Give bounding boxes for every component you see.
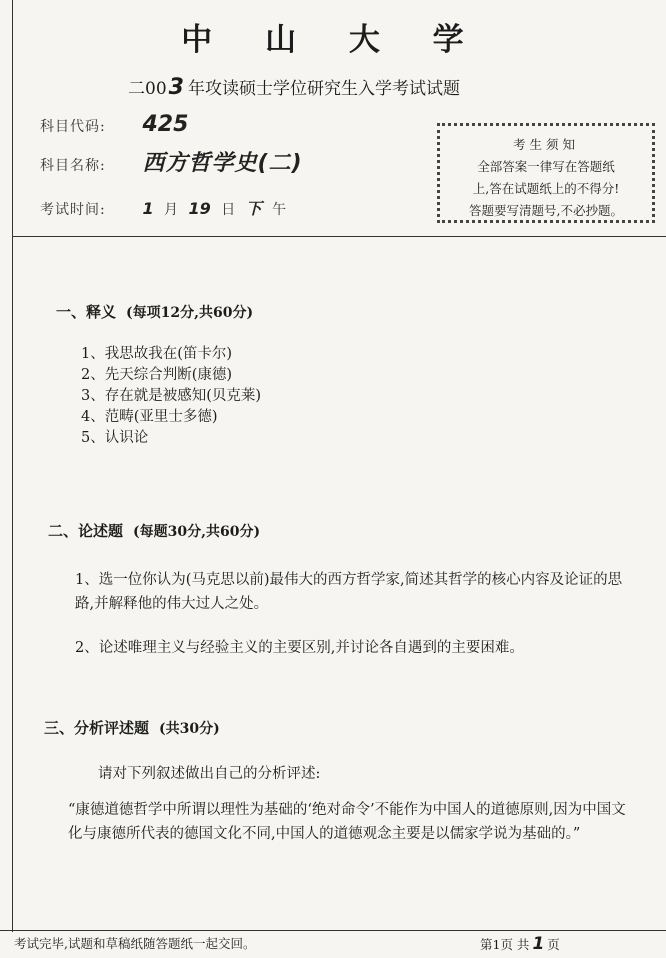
subject-code-row bbox=[40, 112, 188, 137]
section-3-title: 三、分析评述题 bbox=[44, 719, 150, 737]
section-3-heading bbox=[44, 717, 220, 738]
exam-title bbox=[128, 74, 460, 100]
exam-time-label: 考试时间: bbox=[40, 202, 106, 218]
section-1-heading bbox=[56, 301, 253, 322]
notice-line-2: 上,答在试题纸上的不得分! bbox=[472, 181, 620, 196]
page-counter-suffix: 页 bbox=[547, 937, 560, 952]
essay-question-1: 1、选一位你认为(马克思以前)最伟大的西方哲学家,简述其哲学的核心内容及论证的思路,并解释他的伟大过人之处。 bbox=[75, 572, 623, 612]
left-border bbox=[12, 0, 13, 932]
page-total-handwritten: 1 bbox=[532, 934, 545, 954]
subject-name-value: 西方哲学史(二) bbox=[142, 151, 303, 176]
candidate-notice-box bbox=[437, 123, 655, 223]
notice-title: 考生须知 bbox=[512, 137, 579, 152]
section-1-title: 一、释义 bbox=[56, 303, 117, 321]
exam-day: 19 bbox=[188, 199, 211, 218]
list-item: 2、先天综合判断(康德) bbox=[81, 367, 233, 383]
list-item: 5、认识论 bbox=[81, 430, 149, 446]
half-day-unit: 午 bbox=[272, 202, 287, 218]
section-3-quote: “康德道德哲学中所谓以理性为基础的‘绝对命令’不能作为中国人的道德原则,因为中国文化与康德所代表的德国文化不同,中国人的道德观念主要是以儒家学说为基础的。” bbox=[68, 802, 626, 842]
footer-instruction: 考试完毕,试题和草稿纸随答题纸一起交回。 bbox=[14, 936, 256, 951]
page-counter bbox=[480, 934, 560, 954]
day-unit: 日 bbox=[221, 202, 236, 218]
section-1-score: (每项12分,共60分) bbox=[126, 305, 254, 321]
section-3-score: (共30分) bbox=[159, 721, 220, 737]
subject-name-label: 科目名称: bbox=[40, 158, 106, 174]
list-item: 4、范畴(亚里士多德) bbox=[81, 409, 218, 425]
section-2-score: (每题30分,共60分) bbox=[133, 524, 261, 540]
header-divider bbox=[12, 236, 666, 237]
subject-name-row bbox=[40, 146, 303, 177]
month-unit: 月 bbox=[164, 202, 179, 218]
university-name: 中 山 大 学 bbox=[181, 22, 485, 58]
section-3-intro: 请对下列叙述做出自己的分析评述: bbox=[98, 766, 321, 782]
list-item: 3、存在就是被感知(贝克莱) bbox=[81, 388, 262, 404]
exam-time-row bbox=[40, 196, 292, 219]
notice-line-1: 全部答案一律写在答题纸 bbox=[477, 159, 615, 174]
footer-divider bbox=[0, 930, 666, 931]
year-prefix: 二00 bbox=[128, 79, 167, 99]
essay-question-2: 2、论述唯理主义与经验主义的主要区别,并讨论各自遇到的主要困难。 bbox=[75, 640, 524, 656]
subject-code-value: 425 bbox=[142, 112, 189, 137]
subject-code-label: 科目代码: bbox=[40, 119, 106, 135]
section-1-items bbox=[81, 344, 261, 449]
notice-line-3: 答题要写清题号,不必抄题。 bbox=[469, 203, 623, 218]
section-2-title: 二、论述题 bbox=[48, 522, 124, 540]
year-handwritten: 3 bbox=[168, 75, 184, 100]
list-item: 1、我思故我在(笛卡尔) bbox=[81, 346, 233, 362]
exam-half-day: 下 bbox=[245, 199, 262, 218]
section-2-heading bbox=[48, 520, 260, 541]
exam-title-text: 年攻读硕士学位研究生入学考试试题 bbox=[187, 79, 460, 99]
page-counter-prefix: 第1页 共 bbox=[480, 937, 530, 952]
exam-month: 1 bbox=[142, 199, 154, 218]
